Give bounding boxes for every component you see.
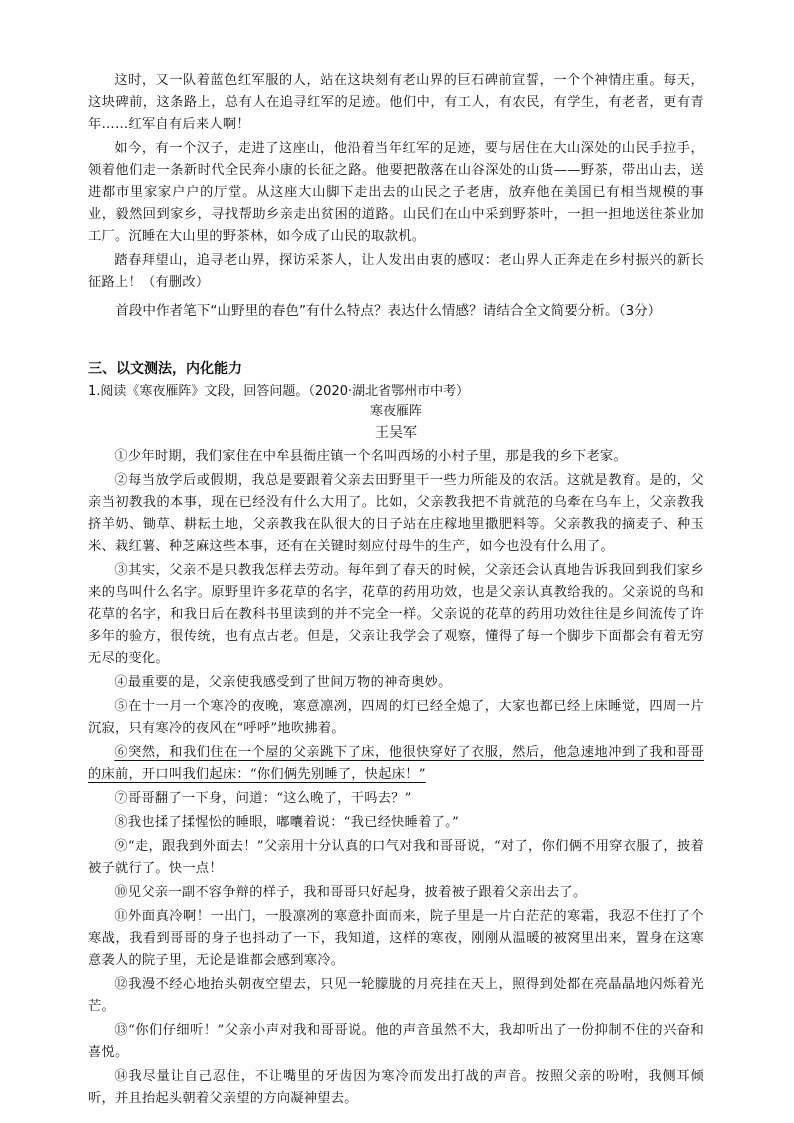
article-paragraph-1: ①少年时期，我们家住在中牟县衙庄镇一个名叫西场的小村子里，那是我的乡下老家。 [114, 449, 627, 464]
article-paragraph-2: ②每当放学后或假期，我总是要跟着父亲去田野里干一些力所能及的农活。这就是教育。是的，父亲当初教我的本事，现在已经没有什么大用了。比如，父亲教我把不肯就范的乌牽在乌车上，父亲教我挤羊奶、锄草、耕耘土地，父亲教我在队很大的日子站在庄稼地里撒肥料等。父亲教我的摘麦子、种玉米、栽红薯、种芝麻这些本事，还有在关键时刻应付母牛的生产，如今也没有什么用了。 [88, 473, 704, 554]
passage-1-paragraph-2: 如今，有一个汉子，走进了这座山，他沿着当年红军的足迹，要与居住在大山深处的山民手拉手，领着他们走一条新时代全民奔小康的长征之路。他要把散落在山谷深处的山货——野茶，带出山去，送进都市里家家户户的厅堂。从这座大山脚下走出去的山民之子老唐，放弃他在美国已有相当规模的事业，毅然回到家乡，寻找帮助乡亲走出贫困的道路。山民们在山中采到野茶叶，一担一担地送往茶业加工厂。沉睡在大山里的野茶林，如今成了山民的取款机。 [88, 141, 704, 244]
article-body [88, 446, 704, 1110]
article-paragraph-14: ⑭我尽量让自己忍住，不让嘴里的牙齿因为寒冷而发出打战的声音。按照父亲的吩咐，我侧耳倾听，并且抬起头朝着父亲望的方向凝神望去。 [88, 1069, 704, 1106]
document-page [88, 70, 704, 1112]
article-author: 王吴军 [375, 425, 417, 441]
article-paragraph-8: ⑧我也揉了揉惺忪的睡眼，嘟囔着说：“我已经快睡着了。” [114, 815, 460, 830]
article-paragraph-4: ④最重要的是，父亲使我感受到了世间万物的神奇奥妙。 [114, 675, 452, 690]
section-3-heading: 三、以文测法，内化能力 [88, 361, 242, 377]
article-paragraph-7: ⑦哥哥翻了一下身，问道：“这么晚了，干吗去？” [114, 791, 412, 806]
passage-1-question: 首段中作者笔下“山野里的春色”有什么特点？表达什么情感？请结合全文简要分析。（3分） [115, 303, 662, 319]
article-paragraph-3: ③其实，父亲不是只教我怎样去劳动。每年到了春天的时候，父亲还会认真地告诉我回到我们家乡来的鸟叫什么名字。原野里许多花草的名字，花草的药用功效，也是父亲认真教给我的。父亲说的鸟和花草的名字，和我日后在教科书里读到的并不完全一样。父亲说的花草的药用功效往往是乡间流传了许多年的验方，很传统，也有点古老。但是，父亲让我学会了观察，懂得了每一个脚步下面都会有着无穷无尽的变化。 [88, 563, 704, 666]
article-paragraph-10: ⑩见父亲一副不容争辩的样子，我和哥哥只好起身，披着被子跟着父亲出去了。 [114, 885, 587, 900]
article-paragraph-13: ⑬“你们仔细听！”父亲小声对我和哥哥说。他的声音虽然不大，我却听出了一份抑制不住的兴奋和喜悦。 [88, 1023, 704, 1060]
passage-1-paragraph-3: 踏春拜望山，追寻老山界，探访采茶人，让人发出由衷的感叹：老山界人正奔走在乡村振兴的新长征路上！（有删改） [88, 253, 704, 290]
article-paragraph-5: ⑤在十一月一个寒冷的夜晚，寒意凛冽，四周的灯已经全熄了，大家也都已经上床睡觉，四周一片沉寂，只有寒冷的夜风在“呼呼”地吹拂着。 [88, 699, 704, 736]
article-paragraph-6 [88, 742, 704, 786]
article-title: 寒夜雁阵 [369, 404, 422, 419]
underlined-passage: ⑥突然，和我们住在一个屋的父亲跳下了床，他很快穿好了衣服，然后，他急速地冲到了我和哥哥的床前，开口叫我们起床：“你们俩先别睡了，快起床！” [88, 745, 704, 782]
article-paragraph-12: ⑫我漫不经心地抬头朝夜空望去，只见一轮朦胧的月亮挂在天上，照得到处都在亮晶晶地闪烁着光芒。 [88, 977, 704, 1014]
article-paragraph-9: ⑨“走，跟我到外面去！”父亲用十分认真的口气对我和哥哥说，“对了，你们俩不用穿衣服了，披着被子就行了。快一点！ [88, 839, 704, 876]
reading-prompt: 1.阅读《寒夜雁阵》文段，回答问题。（2020·湖北省鄂州市中考） [88, 384, 470, 399]
article-paragraph-11: ⑪外面真冷啊！一出门，一股凛冽的寒意扑面而来，院子里是一片白茫茫的寒霜，我忍不住打了个寒战，我看到哥哥的身子也抖动了一下，我知道，这样的寒夜，刚刚从温暖的被窝里出来，置身在这寒意袭人的院子里，无论是谁都会感到寒冷。 [88, 909, 704, 968]
passage-1 [88, 70, 704, 322]
passage-1-paragraph-1: 这时，又一队着蓝色红军服的人，站在这块刻有老山界的巨石碑前宣誓，一个个神情庄重。每天，这块碑前，这条路上，总有人在追寻红军的足迹。他们中，有工人，有农民，有学生，有老者，更有青年……红军自有后来人啊！ [88, 73, 704, 132]
